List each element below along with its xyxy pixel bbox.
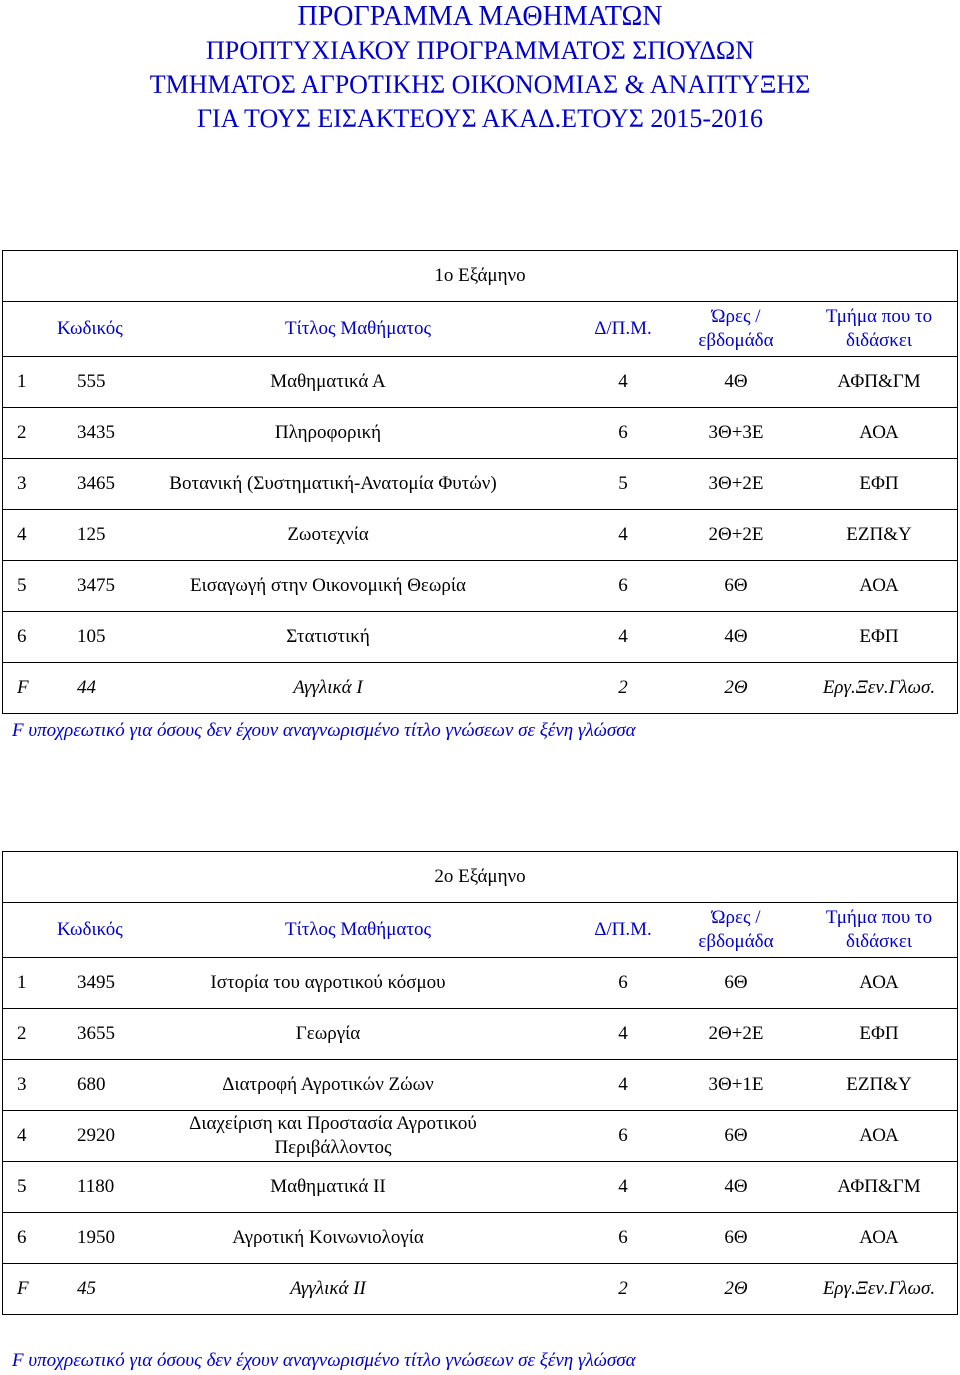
column-header-type: Δ/Π.Μ. — [594, 318, 652, 339]
column-header-type: Δ/Π.Μ. — [594, 919, 652, 940]
table-row: 6 105 Στατιστική 4 4Θ ΕΦΠ — [3, 611, 957, 662]
table-row: 1 3495 Ιστορία του αγροτικού κόσμου 6 6Θ ΑΟΑ — [3, 957, 957, 1008]
table-header-row — [3, 302, 957, 356]
column-header-title: Τίτλος Μαθήματος — [284, 318, 432, 339]
semester-2-title: 2ο Εξάμηνο — [2, 851, 958, 902]
column-header-department: Τμήμα που το διδάσκει — [825, 306, 933, 351]
semester-1-footnote: F υποχρεωτικό για όσους δεν έχουν αναγνωρισμένο τίτλο γνώσεων σε ξένη γλώσσα — [12, 720, 636, 741]
column-header-title: Τίτλος Μαθήματος — [284, 919, 432, 940]
table-row: 2 3435 Πληροφορική 6 3Θ+3Ε ΑΟΑ — [3, 407, 957, 458]
table-row: F 44 Αγγλικά Ι 2 2Θ Εργ.Ξεν.Γλωσ. — [3, 662, 957, 713]
column-header-hours: Ώρες / εβδομάδα — [698, 907, 774, 952]
table-row: 5 3475 Εισαγωγή στην Οικονομική Θεωρία 6 6Θ ΑΟΑ — [3, 560, 957, 611]
semester-2-table — [2, 851, 958, 1315]
page-subtitle-year: ΓΙΑ ΤΟΥΣ ΕΙΣΑΚΤΕΟΥΣ ΑΚΑΔ.ΕΤΟΥΣ 2015-2016 — [196, 104, 764, 133]
table-row: 2 3655 Γεωργία 4 2Θ+2Ε ΕΦΠ — [3, 1008, 957, 1059]
table-row: F 45 Αγγλικά ΙΙ 2 2Θ Εργ.Ξεν.Γλωσ. — [3, 1263, 957, 1314]
table-row: 1 555 Μαθηματικά Α 4 4Θ ΑΦΠ&ΓΜ — [3, 356, 957, 407]
semester-1-table — [2, 250, 958, 714]
semester-1-title: 1ο Εξάμηνο — [2, 250, 958, 301]
table-row: 4 2920 Διαχείριση και Προστασία Αγροτικού Περιβάλλοντος 6 6Θ ΑΟΑ — [3, 1110, 957, 1161]
table-row: 5 1180 Μαθηματικά ΙΙ 4 4Θ ΑΦΠ&ΓΜ — [3, 1161, 957, 1212]
table-row: 3 680 Διατροφή Αγροτικών Ζώων 4 3Θ+1Ε ΕΖΠ&Υ — [3, 1059, 957, 1110]
table-row: 3 3465 Βοτανική (Συστηματική-Ανατομία Φυτών) 5 3Θ+2Ε ΕΦΠ — [3, 458, 957, 509]
column-header-department: Τμήμα που το διδάσκει — [825, 907, 933, 952]
semester-2-footnote: F υποχρεωτικό για όσους δεν έχουν αναγνωρισμένο τίτλο γνώσεων σε ξένη γλώσσα — [12, 1350, 636, 1371]
column-header-code: Κωδικός — [57, 919, 123, 940]
page-subtitle-program: ΠΡΟΠΤΥΧΙΑΚΟΥ ΠΡΟΓΡΑΜΜΑΤΟΣ ΣΠΟΥΔΩΝ — [205, 36, 755, 65]
table-row: 6 1950 Αγροτική Κοινωνιολογία 6 6Θ ΑΟΑ — [3, 1212, 957, 1263]
column-header-code: Κωδικός — [57, 318, 123, 339]
page-subtitle-department: ΤΜΗΜΑΤΟΣ ΑΓΡΟΤΙΚΗΣ ΟΙΚΟΝΟΜΙΑΣ & ΑΝΑΠΤΥΞΗΣ — [149, 70, 811, 99]
page-title: ΠΡΟΓΡΑΜΜΑ ΜΑΘΗΜΑΤΩΝ — [297, 1, 663, 32]
column-header-hours: Ώρες / εβδομάδα — [698, 306, 774, 351]
table-row: 4 125 Ζωοτεχνία 4 2Θ+2Ε ΕΖΠ&Υ — [3, 509, 957, 560]
table-header-row — [3, 903, 957, 957]
